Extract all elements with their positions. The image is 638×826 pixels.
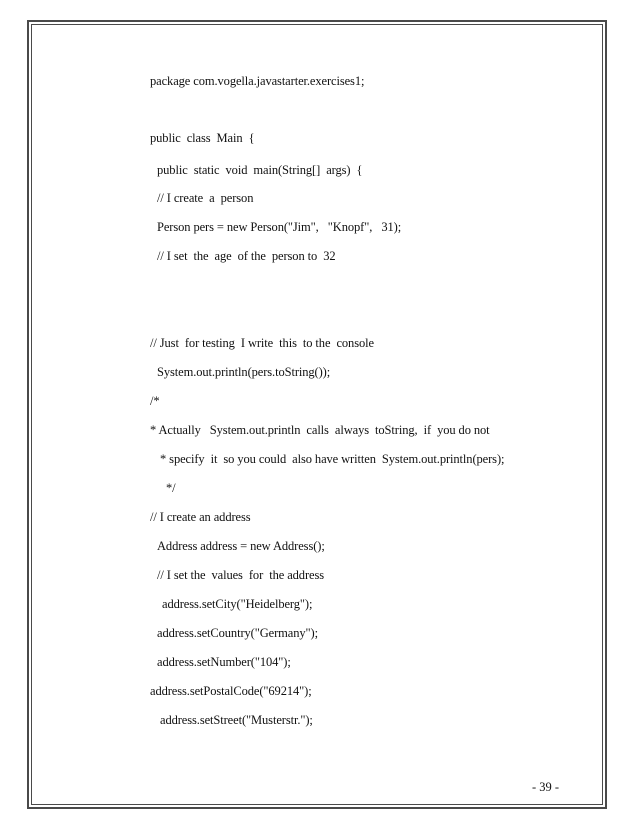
code-line-comment-actually: * Actually System.out.println calls always toString, if you do not (150, 423, 490, 437)
code-line-set-city: address.setCity("Heidelberg"); (162, 597, 313, 611)
code-line-comment-specify: * specify it so you could also have written System.out.println(pers); (160, 452, 505, 466)
code-line-comment-set-values: // I set the values for the address (157, 568, 324, 582)
code-line-main-method: public static void main(String[] args) { (157, 163, 363, 177)
code-line-comment-set-age: // I set the age of the person to 32 (157, 249, 336, 263)
code-line-set-country: address.setCountry("Germany"); (157, 626, 318, 640)
code-line-block-comment-open: /* (150, 394, 160, 408)
code-line-println-tostring: System.out.println(pers.toString()); (157, 365, 331, 379)
page-border-inner (31, 24, 603, 805)
page-number: - 39 - (532, 780, 560, 794)
code-line-new-address: Address address = new Address(); (157, 539, 325, 553)
code-line-comment-create-address: // I create an address (150, 510, 251, 524)
code-line-block-comment-close: */ (166, 481, 176, 495)
code-line-set-number: address.setNumber("104"); (157, 655, 291, 669)
code-line-class-declaration: public class Main { (150, 131, 255, 145)
code-line-package: package com.vogella.javastarter.exercises1; (150, 74, 365, 88)
code-line-set-postal-code: address.setPostalCode("69214"); (150, 684, 312, 698)
code-line-comment-create-person: // I create a person (157, 191, 254, 205)
code-line-set-street: address.setStreet("Musterstr."); (160, 713, 313, 727)
code-line-comment-testing: // Just for testing I write this to the console (150, 336, 374, 350)
code-line-new-person: Person pers = new Person("Jim", "Knopf", 31); (157, 220, 402, 234)
